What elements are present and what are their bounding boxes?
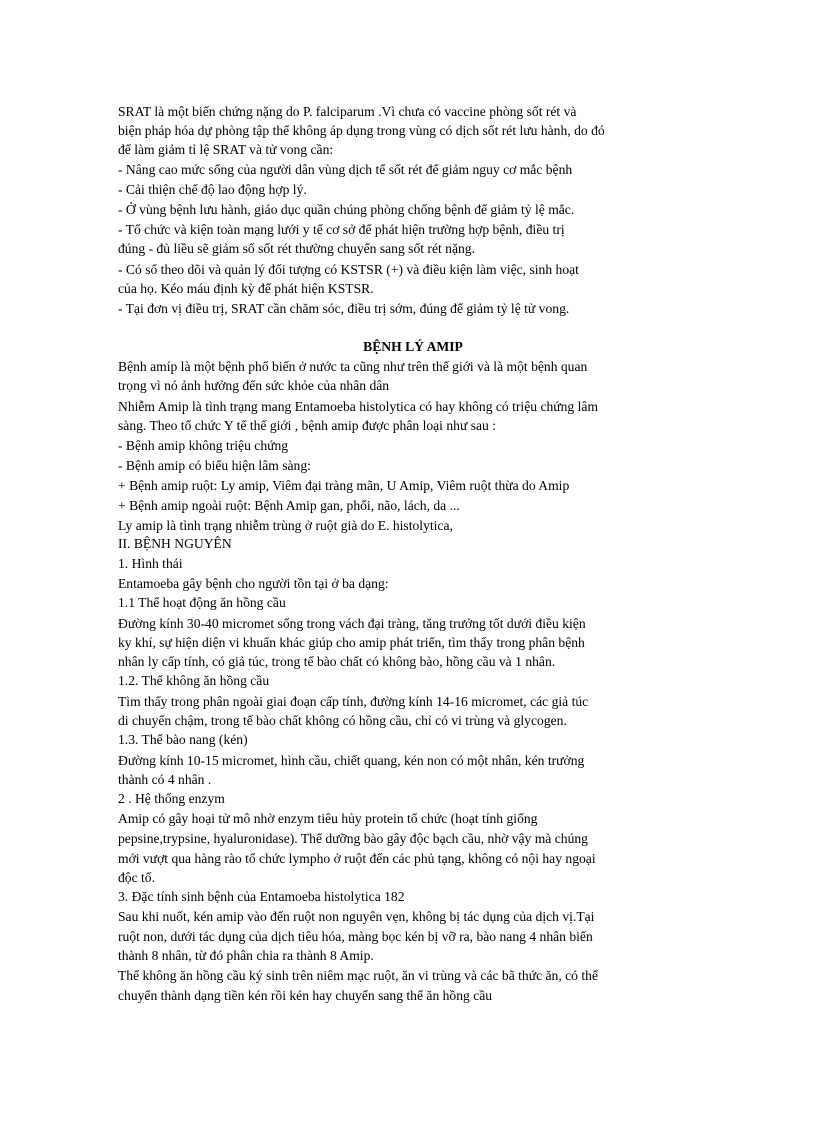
body-line-7: + Bệnh amip ruột: Ly amip, Viêm đại tràng mãn, U Amip, Viêm ruột thừa do Amip (118, 478, 570, 493)
body-line-31: thành 8 nhân, từ đó phân chia ra thành 8 Amip. (118, 948, 374, 963)
heading-1-2: 1.2. Thể không ăn hồng cầu (118, 673, 270, 688)
heading-benh-nguyen: II. BỆNH NGUYÊN (118, 536, 232, 551)
body-line-19: di chuyển chậm, trong tế bào chất không có hồng cầu, chỉ có vi trùng và glycogen. (118, 713, 567, 728)
section-title: BỆNH LÝ AMIP (363, 339, 463, 354)
body-line-25: pepsine,trypsine, hyaluronidase). Thể dưỡng bào gây độc bạch cầu, nhờ vậy mà chúng (118, 831, 588, 846)
intro-line-4: - Nâng cao mức sống của người dân vùng dịch tể sốt rét để giảm nguy cơ mắc bệnh (118, 162, 573, 177)
body-line-5: - Bệnh amip không triệu chứng (118, 438, 289, 453)
body-line-12: Entamoeba gây bệnh cho người tồn tại ở ba dạng: (118, 576, 389, 591)
intro-line-2: biện pháp hóa dự phòng tập thể không áp dụng trong vùng có dịch sốt rét lưu hành, do đó (118, 123, 605, 138)
intro-line-5: - Cải thiện chế độ lao động hợp lý. (118, 182, 307, 197)
body-line-4: sàng. Theo tổ chức Y tế thế giới , bệnh amip được phân loại như sau : (118, 418, 497, 433)
heading-enzym: 2 . Hệ thống enzym (118, 791, 225, 806)
heading-1-3: 1.3. Thể bào nang (kén) (118, 732, 248, 747)
body-line-29: Sau khi nuốt, kén amip vào đến ruột non nguyên vẹn, không bị tác dụng của dịch vị.Tại (118, 909, 595, 924)
body-line-16: nhân ly cấp tính, có giả túc, trong tế bào chất có không bào, hồng cầu và 1 nhân. (118, 654, 556, 669)
body-line-24: Amip có gây hoại tử mô nhờ enzym tiêu hủy protein tổ chức (hoạt tính giống (118, 811, 538, 826)
heading-1-1: 1.1 Thể hoạt động ăn hồng cầu (118, 595, 286, 610)
body-line-27: độc tố. (118, 870, 155, 885)
intro-line-1: SRAT là một biến chứng nặng do P. falciparum .Vì chưa có vaccine phòng sốt rét và (118, 104, 577, 119)
body-line-30: ruột non, dưới tác dụng của dịch tiêu hóa, màng bọc kén bị vỡ ra, bào nang 4 nhân biến (118, 929, 593, 944)
intro-line-10: của họ. Kéo máu định kỳ để phát hiện KSTSR. (118, 281, 374, 296)
intro-line-11: - Tại đơn vị điều trị, SRAT cần chăm sóc, điều trị sớm, đúng để giảm tỷ lệ tử vong. (118, 301, 570, 316)
intro-line-8: đúng - đủ liều sẽ giảm số sốt rét thường chuyển sang sốt rét nặng. (118, 241, 475, 256)
body-line-18: Tìm thấy trong phân ngoài giai đoạn cấp tính, đường kính 14-16 micromet, các giả túc (118, 694, 589, 709)
intro-line-3: để làm giảm tỉ lệ SRAT và tử vong cần: (118, 142, 334, 157)
heading-dac-tinh: 3. Đặc tính sinh bệnh của Entamoeba histolytica 182 (118, 889, 405, 904)
body-line-33: chuyển thành dạng tiền kén rồi kén hay chuyển sang thể ăn hồng cầu (118, 988, 493, 1003)
body-line-21: Đường kính 10-15 micromet, hình cầu, chiết quang, kén non có một nhân, kén trưởng (118, 753, 585, 768)
body-line-14: Đường kính 30-40 micromet sống trong vách đại tràng, tăng trưởng tốt dưới điều kiện (118, 616, 586, 631)
body-line-22: thành có 4 nhân . (118, 772, 212, 787)
body-line-6: - Bệnh amip có biểu hiện lâm sàng: (118, 458, 311, 473)
body-line-1: Bệnh amíp là một bệnh phổ biến ở nước ta cũng như trên thế giới và là một bệnh quan (118, 359, 588, 374)
intro-line-7: - Tổ chức và kiện toàn mạng lưới y tế cơ sở để phát hiện trường hợp bệnh, điều trị (118, 222, 565, 237)
body-line-3: Nhiễm Amip là tình trạng mang Entamoeba histolytica có hay không có triệu chứng lâm (118, 399, 599, 414)
body-line-2: trọng vì nó ảnh hưởng đến sức khỏe của nhân dân (118, 378, 390, 393)
body-line-8: + Bệnh amip ngoài ruột: Bệnh Amip gan, phổi, não, lách, da ... (118, 498, 460, 513)
body-line-15: ky khí, sự hiện diện vi khuẩn khác giúp cho amip phát triển, tìm thấy trong phân bệnh (118, 635, 585, 650)
intro-line-6: - Ở vùng bệnh lưu hành, giáo dục quần chúng phòng chống bệnh để giảm tỷ lệ mắc. (118, 202, 575, 217)
body-line-26: mới vượt qua hàng rào tổ chức lympho ở ruột đến các phủ tạng, không có nội hay ngoại (118, 851, 596, 866)
body-line-9: Ly amip là tình trạng nhiễm trùng ở ruột già do E. histolytica, (118, 518, 453, 533)
body-line-32: Thể không ăn hồng cầu ký sinh trên niêm mạc ruột, ăn vi trùng và các bã thức ăn, có thể (118, 968, 598, 983)
heading-hinh-thai: 1. Hình thái (118, 556, 183, 571)
intro-line-9: - Có sổ theo dõi và quản lý đối tượng có KSTSR (+) và điều kiện làm việc, sinh hoạt (118, 262, 579, 277)
